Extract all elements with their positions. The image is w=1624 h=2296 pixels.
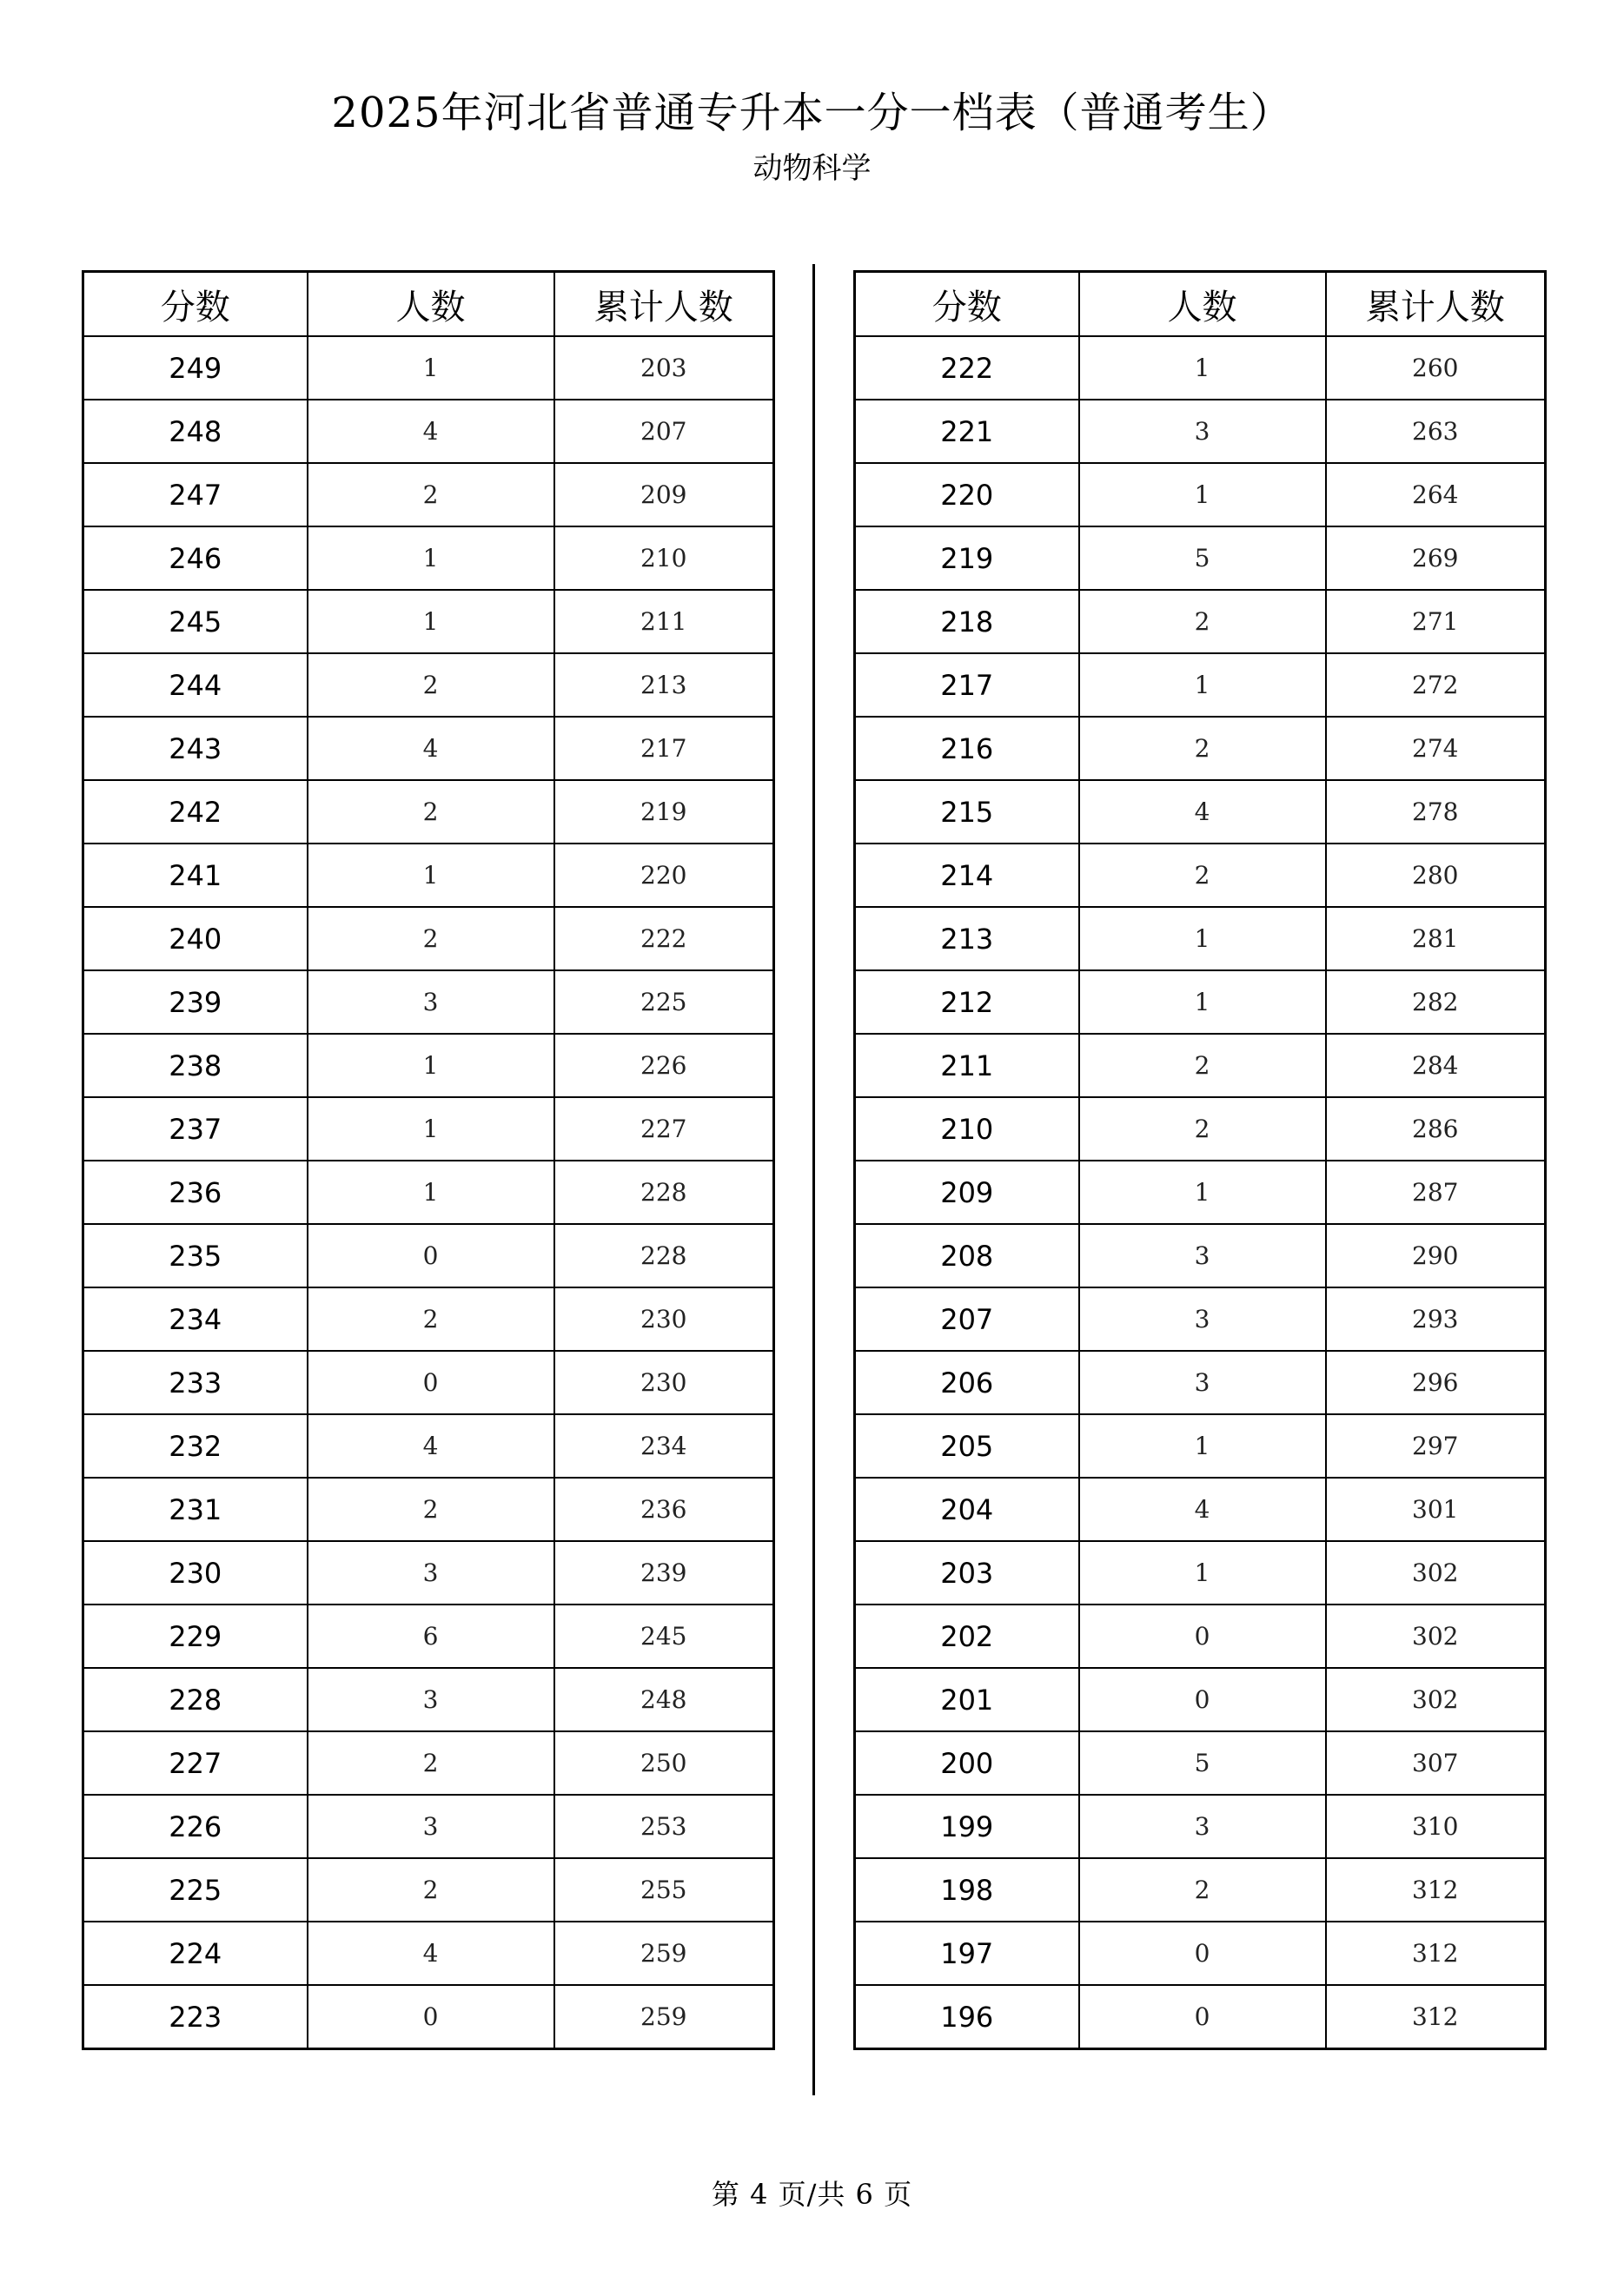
cumulative-cell: 297: [1326, 1414, 1546, 1478]
cumulative-cell: 211: [554, 590, 774, 653]
cumulative-cell: 271: [1326, 590, 1546, 653]
header-count: 人数: [308, 272, 554, 337]
cumulative-cell: 280: [1326, 844, 1546, 907]
count-cell: 1: [1079, 653, 1326, 717]
table-row: [855, 907, 1546, 970]
score-cell: 208: [855, 1224, 1079, 1287]
score-cell: 200: [855, 1731, 1079, 1795]
table-row: [83, 590, 774, 653]
score-cell: 213: [855, 907, 1079, 970]
table-body-right: [855, 336, 1546, 2049]
count-cell: 1: [308, 590, 554, 653]
table-row: [83, 1224, 774, 1287]
header-cumulative: 累计人数: [1326, 272, 1546, 337]
count-cell: 0: [1079, 1605, 1326, 1668]
cumulative-cell: 281: [1326, 907, 1546, 970]
score-cell: 241: [83, 844, 308, 907]
table-row: [83, 336, 774, 400]
score-cell: 222: [855, 336, 1079, 400]
cumulative-cell: 302: [1326, 1668, 1546, 1731]
score-cell: 215: [855, 780, 1079, 844]
score-cell: 239: [83, 970, 308, 1034]
table-row: [83, 1858, 774, 1922]
table-row: [855, 1541, 1546, 1605]
table-header-row: [855, 272, 1546, 337]
cumulative-cell: 245: [554, 1605, 774, 1668]
score-cell: 212: [855, 970, 1079, 1034]
cumulative-cell: 226: [554, 1034, 774, 1097]
score-cell: 243: [83, 717, 308, 780]
table-row: [855, 717, 1546, 780]
header-count: 人数: [1079, 272, 1326, 337]
count-cell: 2: [1079, 1034, 1326, 1097]
score-cell: 238: [83, 1034, 308, 1097]
table-row: [855, 1414, 1546, 1478]
cumulative-cell: 207: [554, 400, 774, 463]
table-row: [855, 1795, 1546, 1858]
count-cell: 0: [1079, 1985, 1326, 2049]
cumulative-cell: 255: [554, 1858, 774, 1922]
cumulative-cell: 310: [1326, 1795, 1546, 1858]
score-cell: 220: [855, 463, 1079, 526]
score-cell: 231: [83, 1478, 308, 1541]
table-row: [83, 1731, 774, 1795]
count-cell: 2: [1079, 1858, 1326, 1922]
score-cell: 206: [855, 1351, 1079, 1414]
cumulative-cell: 253: [554, 1795, 774, 1858]
count-cell: 2: [308, 463, 554, 526]
table-row: [855, 1668, 1546, 1731]
score-cell: 244: [83, 653, 308, 717]
page-subtitle: 动物科学: [752, 151, 872, 186]
count-cell: 1: [308, 526, 554, 590]
score-cell: 235: [83, 1224, 308, 1287]
cumulative-cell: 272: [1326, 653, 1546, 717]
cumulative-cell: 230: [554, 1351, 774, 1414]
table-row: [83, 844, 774, 907]
cumulative-cell: 274: [1326, 717, 1546, 780]
table-row: [855, 1097, 1546, 1161]
score-cell: 232: [83, 1414, 308, 1478]
table-row: [855, 526, 1546, 590]
table-row: [855, 590, 1546, 653]
cumulative-cell: 302: [1326, 1541, 1546, 1605]
table-row: [83, 780, 774, 844]
cumulative-cell: 286: [1326, 1097, 1546, 1161]
cumulative-cell: 296: [1326, 1351, 1546, 1414]
count-cell: 2: [1079, 590, 1326, 653]
table-row: [83, 1668, 774, 1731]
count-cell: 2: [308, 907, 554, 970]
score-table-left: [82, 270, 775, 2050]
table-row: [855, 336, 1546, 400]
cumulative-cell: 260: [1326, 336, 1546, 400]
count-cell: 3: [308, 1541, 554, 1605]
count-cell: 1: [1079, 1161, 1326, 1224]
count-cell: 3: [1079, 400, 1326, 463]
score-cell: 248: [83, 400, 308, 463]
table-row: [855, 1605, 1546, 1668]
table-header-row: [83, 272, 774, 337]
count-cell: 3: [1079, 1287, 1326, 1351]
cumulative-cell: 230: [554, 1287, 774, 1351]
cumulative-cell: 227: [554, 1097, 774, 1161]
table-row: [855, 1858, 1546, 1922]
table-row: [83, 1161, 774, 1224]
score-cell: 229: [83, 1605, 308, 1668]
score-cell: 240: [83, 907, 308, 970]
count-cell: 2: [308, 780, 554, 844]
cumulative-cell: 287: [1326, 1161, 1546, 1224]
cumulative-cell: 250: [554, 1731, 774, 1795]
count-cell: 1: [308, 1097, 554, 1161]
score-cell: 207: [855, 1287, 1079, 1351]
table-row: [83, 1478, 774, 1541]
table-body-left: [83, 336, 774, 2049]
table-row: [855, 1985, 1546, 2049]
table-row: [83, 907, 774, 970]
score-cell: 209: [855, 1161, 1079, 1224]
count-cell: 1: [1079, 970, 1326, 1034]
cumulative-cell: 219: [554, 780, 774, 844]
count-cell: 3: [308, 1668, 554, 1731]
score-cell: 217: [855, 653, 1079, 717]
score-cell: 196: [855, 1985, 1079, 2049]
count-cell: 2: [1079, 1097, 1326, 1161]
cumulative-cell: 209: [554, 463, 774, 526]
cumulative-cell: 220: [554, 844, 774, 907]
table-row: [855, 1287, 1546, 1351]
table-row: [855, 970, 1546, 1034]
cumulative-cell: 301: [1326, 1478, 1546, 1541]
cumulative-cell: 312: [1326, 1922, 1546, 1985]
cumulative-cell: 312: [1326, 1985, 1546, 2049]
score-cell: 249: [83, 336, 308, 400]
count-cell: 4: [308, 400, 554, 463]
score-cell: 199: [855, 1795, 1079, 1858]
cumulative-cell: 269: [1326, 526, 1546, 590]
count-cell: 5: [1079, 526, 1326, 590]
table-row: [83, 1985, 774, 2049]
count-cell: 1: [308, 336, 554, 400]
count-cell: 1: [308, 1161, 554, 1224]
score-cell: 247: [83, 463, 308, 526]
cumulative-cell: 239: [554, 1541, 774, 1605]
cumulative-cell: 210: [554, 526, 774, 590]
score-cell: 216: [855, 717, 1079, 780]
table-row: [855, 463, 1546, 526]
count-cell: 3: [308, 1795, 554, 1858]
score-cell: 205: [855, 1414, 1079, 1478]
table-row: [83, 1414, 774, 1478]
cumulative-cell: 236: [554, 1478, 774, 1541]
table-row: [855, 1478, 1546, 1541]
count-cell: 6: [308, 1605, 554, 1668]
table-row: [855, 844, 1546, 907]
column-divider: [812, 264, 815, 2095]
cumulative-cell: 293: [1326, 1287, 1546, 1351]
table-row: [83, 1795, 774, 1858]
count-cell: 2: [308, 1731, 554, 1795]
table-row: [855, 1161, 1546, 1224]
table-row: [855, 1034, 1546, 1097]
score-cell: 221: [855, 400, 1079, 463]
table-row: [83, 400, 774, 463]
score-cell: 246: [83, 526, 308, 590]
count-cell: 1: [1079, 1414, 1326, 1478]
count-cell: 0: [308, 1351, 554, 1414]
count-cell: 3: [1079, 1224, 1326, 1287]
table-row: [855, 653, 1546, 717]
score-cell: 218: [855, 590, 1079, 653]
cumulative-cell: 278: [1326, 780, 1546, 844]
score-cell: 201: [855, 1668, 1079, 1731]
score-cell: 224: [83, 1922, 308, 1985]
count-cell: 4: [308, 1414, 554, 1478]
count-cell: 2: [308, 1858, 554, 1922]
table-row: [855, 780, 1546, 844]
cumulative-cell: 228: [554, 1161, 774, 1224]
count-cell: 4: [308, 1922, 554, 1985]
count-cell: 1: [308, 844, 554, 907]
cumulative-cell: 234: [554, 1414, 774, 1478]
header-cumulative: 累计人数: [554, 272, 774, 337]
page-footer: 第 4 页/共 6 页: [711, 2178, 913, 2211]
count-cell: 2: [308, 653, 554, 717]
cumulative-cell: 259: [554, 1922, 774, 1985]
count-cell: 4: [1079, 780, 1326, 844]
count-cell: 0: [308, 1224, 554, 1287]
cumulative-cell: 282: [1326, 970, 1546, 1034]
table-row: [83, 1541, 774, 1605]
score-cell: 236: [83, 1161, 308, 1224]
table-row: [83, 1097, 774, 1161]
table-row: [83, 970, 774, 1034]
cumulative-cell: 312: [1326, 1858, 1546, 1922]
cumulative-cell: 302: [1326, 1605, 1546, 1668]
cumulative-cell: 263: [1326, 400, 1546, 463]
cumulative-cell: 259: [554, 1985, 774, 2049]
count-cell: 2: [308, 1478, 554, 1541]
table-row: [83, 526, 774, 590]
count-cell: 4: [1079, 1478, 1326, 1541]
score-cell: 223: [83, 1985, 308, 2049]
score-cell: 242: [83, 780, 308, 844]
score-cell: 204: [855, 1478, 1079, 1541]
score-cell: 228: [83, 1668, 308, 1731]
cumulative-cell: 248: [554, 1668, 774, 1731]
score-cell: 197: [855, 1922, 1079, 1985]
score-cell: 210: [855, 1097, 1079, 1161]
score-cell: 214: [855, 844, 1079, 907]
cumulative-cell: 290: [1326, 1224, 1546, 1287]
score-cell: 230: [83, 1541, 308, 1605]
score-cell: 226: [83, 1795, 308, 1858]
table-row: [855, 1731, 1546, 1795]
count-cell: 1: [1079, 1541, 1326, 1605]
cumulative-cell: 228: [554, 1224, 774, 1287]
score-table-right: [853, 270, 1547, 2050]
score-cell: 245: [83, 590, 308, 653]
table-row: [83, 1605, 774, 1668]
score-cell: 219: [855, 526, 1079, 590]
count-cell: 3: [1079, 1795, 1326, 1858]
score-cell: 234: [83, 1287, 308, 1351]
count-cell: 3: [1079, 1351, 1326, 1414]
score-cell: 211: [855, 1034, 1079, 1097]
score-cell: 227: [83, 1731, 308, 1795]
header-score: 分数: [83, 272, 308, 337]
table-row: [855, 1351, 1546, 1414]
table-row: [83, 463, 774, 526]
score-cell: 198: [855, 1858, 1079, 1922]
count-cell: 5: [1079, 1731, 1326, 1795]
table-row: [83, 717, 774, 780]
score-cell: 225: [83, 1858, 308, 1922]
cumulative-cell: 284: [1326, 1034, 1546, 1097]
cumulative-cell: 217: [554, 717, 774, 780]
cumulative-cell: 264: [1326, 463, 1546, 526]
table-row: [83, 1034, 774, 1097]
table-row: [83, 1351, 774, 1414]
count-cell: 2: [1079, 844, 1326, 907]
table-row: [83, 653, 774, 717]
count-cell: 1: [1079, 336, 1326, 400]
cumulative-cell: 307: [1326, 1731, 1546, 1795]
page-title: 2025年河北省普通专升本一分一档表（普通考生）: [331, 89, 1293, 137]
table-row: [855, 1922, 1546, 1985]
count-cell: 2: [308, 1287, 554, 1351]
table-row: [83, 1287, 774, 1351]
count-cell: 1: [308, 1034, 554, 1097]
score-cell: 203: [855, 1541, 1079, 1605]
table-row: [855, 1224, 1546, 1287]
count-cell: 4: [308, 717, 554, 780]
count-cell: 0: [1079, 1668, 1326, 1731]
count-cell: 1: [1079, 463, 1326, 526]
cumulative-cell: 222: [554, 907, 774, 970]
count-cell: 0: [308, 1985, 554, 2049]
count-cell: 2: [1079, 717, 1326, 780]
count-cell: 1: [1079, 907, 1326, 970]
score-cell: 233: [83, 1351, 308, 1414]
header-score: 分数: [855, 272, 1079, 337]
table-row: [855, 400, 1546, 463]
score-cell: 202: [855, 1605, 1079, 1668]
cumulative-cell: 203: [554, 336, 774, 400]
table-row: [83, 1922, 774, 1985]
count-cell: 3: [308, 970, 554, 1034]
count-cell: 0: [1079, 1922, 1326, 1985]
score-cell: 237: [83, 1097, 308, 1161]
cumulative-cell: 225: [554, 970, 774, 1034]
cumulative-cell: 213: [554, 653, 774, 717]
